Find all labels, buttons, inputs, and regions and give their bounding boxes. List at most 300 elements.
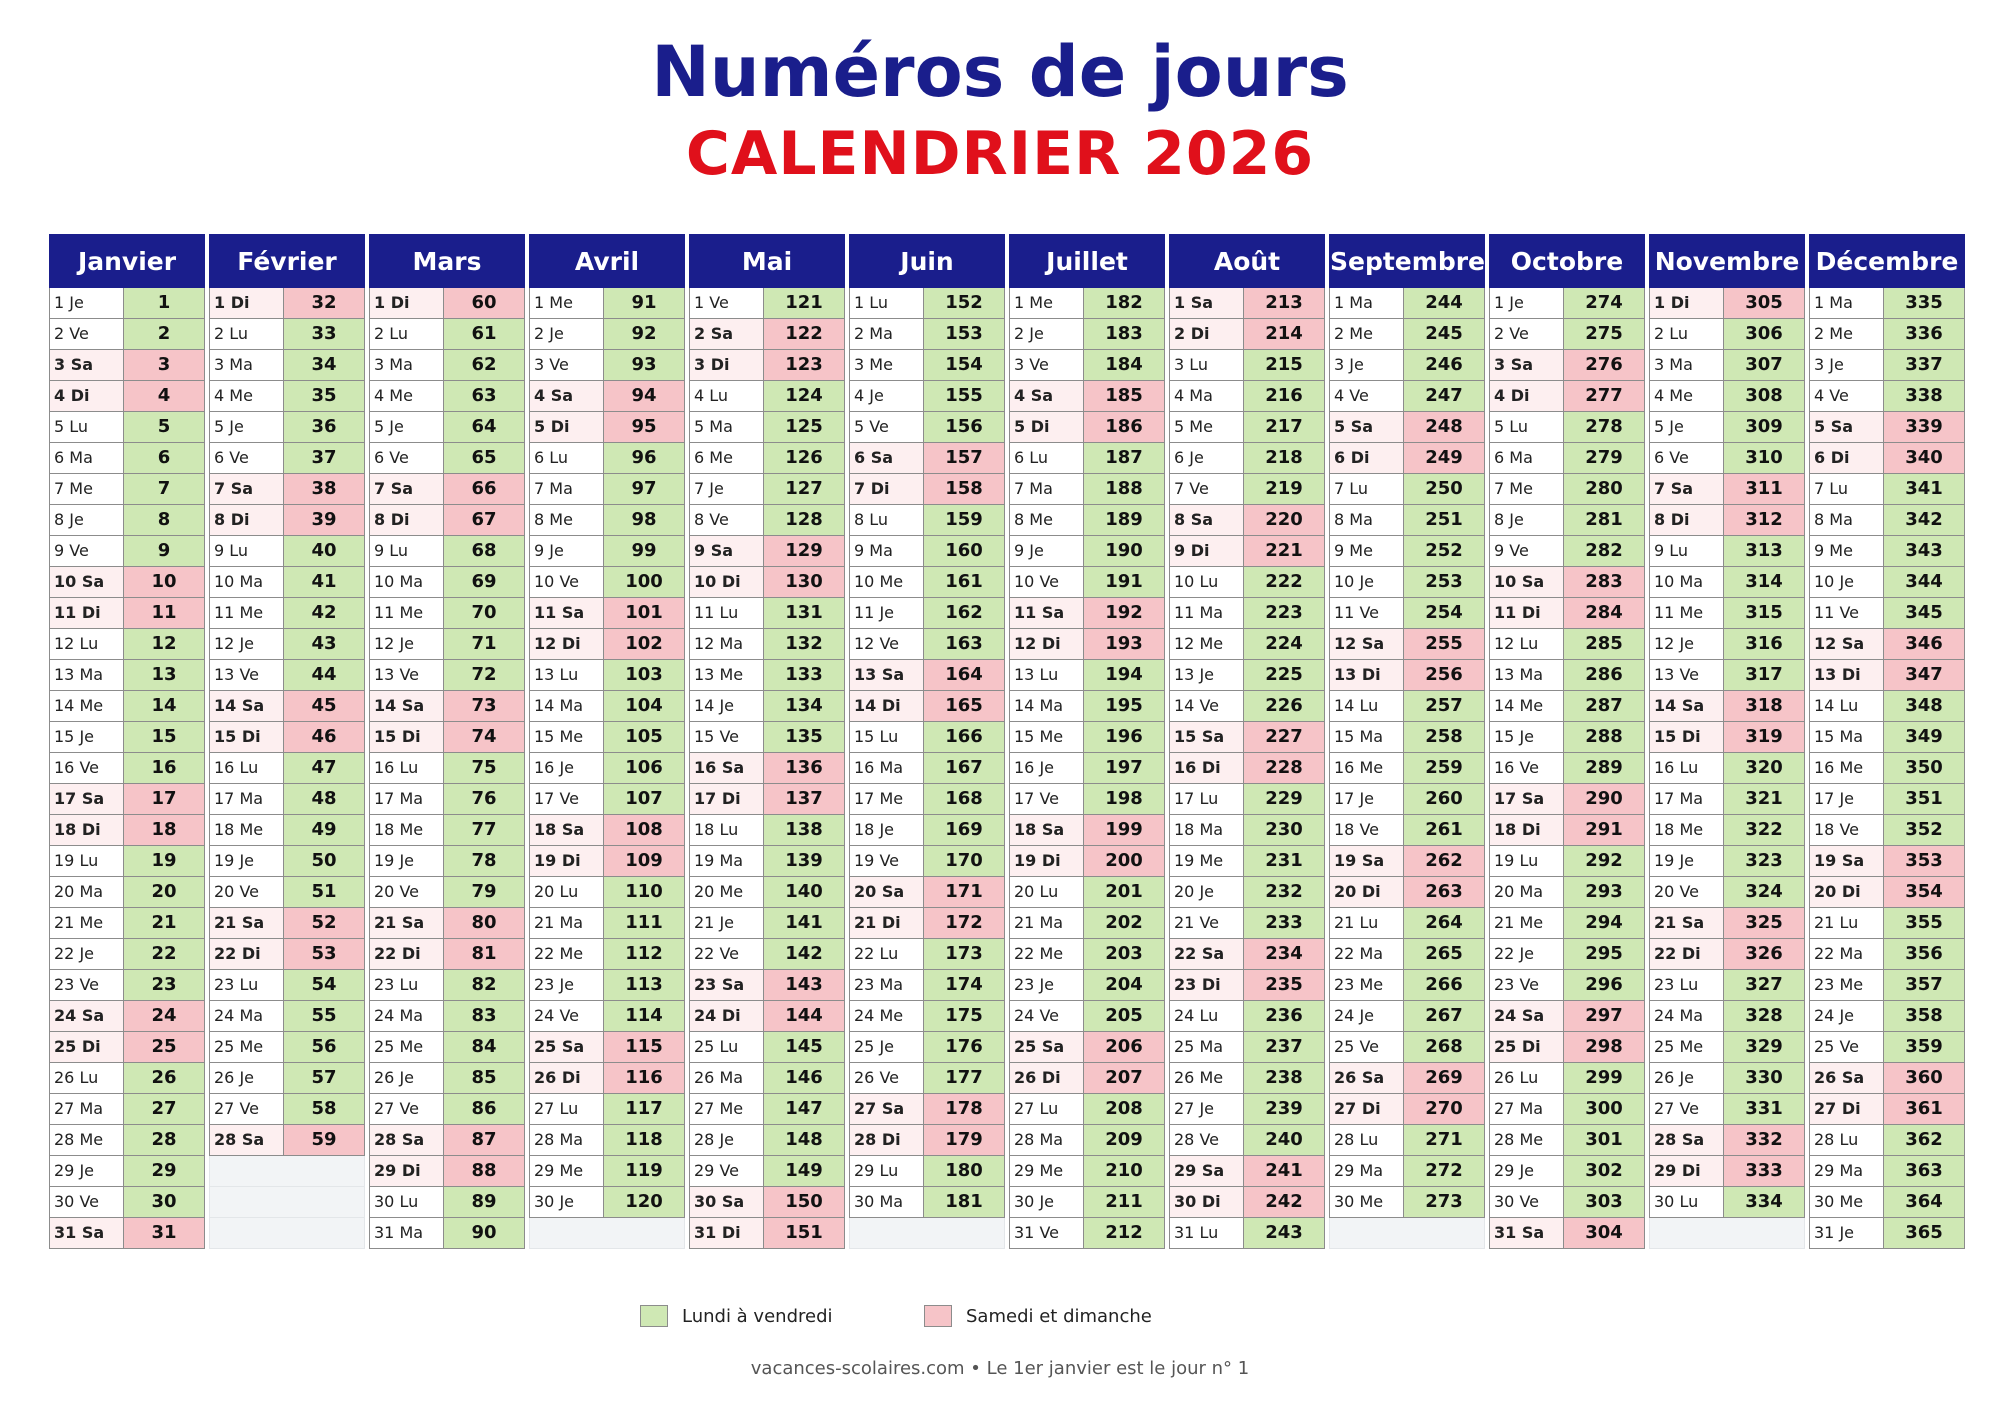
- day-row: [209, 474, 365, 505]
- day-label: 16 Lu: [210, 753, 284, 783]
- empty-row: [1329, 1218, 1485, 1249]
- day-number: 293: [1564, 877, 1644, 907]
- day-label: 21 Ve: [1170, 908, 1244, 938]
- day-number: 87: [444, 1125, 524, 1155]
- day-row: [209, 412, 365, 443]
- day-row: [529, 350, 685, 381]
- day-row: [1809, 1187, 1965, 1218]
- day-label: 17 Ve: [530, 784, 604, 814]
- day-number: 154: [924, 350, 1004, 380]
- day-label: 16 Ve: [1490, 753, 1564, 783]
- day-number: 153: [924, 319, 1004, 349]
- day-number: 273: [1404, 1187, 1484, 1217]
- day-label: 25 Sa: [1010, 1032, 1084, 1062]
- day-label: 5 Ve: [850, 412, 924, 442]
- day-label: 2 Je: [530, 319, 604, 349]
- day-number: 119: [604, 1156, 684, 1186]
- day-label: 20 Ma: [50, 877, 124, 907]
- day-label: 3 Ma: [1650, 350, 1724, 380]
- day-number: 167: [924, 753, 1004, 783]
- day-number: 69: [444, 567, 524, 597]
- day-number: 258: [1404, 722, 1484, 752]
- day-number: 314: [1724, 567, 1804, 597]
- day-row: [1489, 1156, 1645, 1187]
- day-number: 78: [444, 846, 524, 876]
- day-number: 122: [764, 319, 844, 349]
- day-label: 28 Lu: [1330, 1125, 1404, 1155]
- day-row: [1649, 319, 1805, 350]
- day-label: 15 Je: [50, 722, 124, 752]
- day-number: 330: [1724, 1063, 1804, 1093]
- day-row: [369, 1187, 525, 1218]
- day-label: 7 Sa: [210, 474, 284, 504]
- day-number: 191: [1084, 567, 1164, 597]
- day-label: 24 Je: [1330, 1001, 1404, 1031]
- day-label: 16 Je: [530, 753, 604, 783]
- day-row: [1489, 660, 1645, 691]
- day-label: 4 Je: [850, 381, 924, 411]
- day-label: 2 Ma: [850, 319, 924, 349]
- day-label: 29 Sa: [1170, 1156, 1244, 1186]
- day-number: 24: [124, 1001, 204, 1031]
- day-label: 14 Me: [50, 691, 124, 721]
- day-label: 10 Ve: [1010, 567, 1084, 597]
- day-label: 4 Ve: [1810, 381, 1884, 411]
- day-number: 141: [764, 908, 844, 938]
- day-label: 13 Ve: [370, 660, 444, 690]
- day-number: 143: [764, 970, 844, 1000]
- day-label: 25 Lu: [690, 1032, 764, 1062]
- day-row: [49, 412, 205, 443]
- day-label: 2 Me: [1330, 319, 1404, 349]
- day-row: [369, 474, 525, 505]
- day-row: [1489, 350, 1645, 381]
- day-row: [1169, 660, 1325, 691]
- day-label: 27 Me: [690, 1094, 764, 1124]
- day-row: [1489, 846, 1645, 877]
- day-number: 308: [1724, 381, 1804, 411]
- day-row: [369, 1001, 525, 1032]
- day-label: 15 Sa: [1170, 722, 1244, 752]
- day-label: 10 Di: [690, 567, 764, 597]
- day-row: [1169, 598, 1325, 629]
- day-label: 30 Di: [1170, 1187, 1244, 1217]
- day-row: [1489, 536, 1645, 567]
- day-row: [1649, 1001, 1805, 1032]
- day-number: 305: [1724, 288, 1804, 318]
- day-row: [1489, 1063, 1645, 1094]
- day-number: 259: [1404, 753, 1484, 783]
- day-number: 17: [124, 784, 204, 814]
- day-label: 24 Me: [850, 1001, 924, 1031]
- day-number: 89: [444, 1187, 524, 1217]
- day-row: [1009, 1187, 1165, 1218]
- day-row: [1329, 908, 1485, 939]
- day-number: 216: [1244, 381, 1324, 411]
- day-label: 22 Lu: [850, 939, 924, 969]
- day-label: 23 Me: [1810, 970, 1884, 1000]
- day-label: 26 Di: [1010, 1063, 1084, 1093]
- day-label: 18 Je: [850, 815, 924, 845]
- day-number: 156: [924, 412, 1004, 442]
- day-label: 13 Ma: [50, 660, 124, 690]
- day-number: 126: [764, 443, 844, 473]
- day-row: [1649, 908, 1805, 939]
- day-row: [209, 691, 365, 722]
- day-number: 79: [444, 877, 524, 907]
- day-row: [1009, 1125, 1165, 1156]
- day-number: 347: [1884, 660, 1964, 690]
- day-row: [1489, 443, 1645, 474]
- day-label: 9 Di: [1170, 536, 1244, 566]
- day-number: 21: [124, 908, 204, 938]
- day-number: 344: [1884, 567, 1964, 597]
- day-label: 24 Je: [1810, 1001, 1884, 1031]
- day-number: 219: [1244, 474, 1324, 504]
- day-label: 30 Ve: [50, 1187, 124, 1217]
- day-row: [1809, 1094, 1965, 1125]
- day-row: [1169, 691, 1325, 722]
- day-label: 26 Ve: [850, 1063, 924, 1093]
- day-number: 333: [1724, 1156, 1804, 1186]
- day-number: 116: [604, 1063, 684, 1093]
- day-number: 244: [1404, 288, 1484, 318]
- day-number: 237: [1244, 1032, 1324, 1062]
- day-label: 28 Sa: [1650, 1125, 1724, 1155]
- day-number: 30: [124, 1187, 204, 1217]
- day-row: [49, 691, 205, 722]
- day-number: 25: [124, 1032, 204, 1062]
- day-row: [49, 939, 205, 970]
- day-number: 82: [444, 970, 524, 1000]
- day-number: 312: [1724, 505, 1804, 535]
- day-number: 299: [1564, 1063, 1644, 1093]
- day-label: 21 Sa: [1650, 908, 1724, 938]
- day-number: 169: [924, 815, 1004, 845]
- day-number: 148: [764, 1125, 844, 1155]
- day-row: [1809, 412, 1965, 443]
- day-row: [1169, 722, 1325, 753]
- day-number: 300: [1564, 1094, 1644, 1124]
- day-label: 26 Je: [210, 1063, 284, 1093]
- day-row: [209, 846, 365, 877]
- day-row: [1009, 1094, 1165, 1125]
- day-row: [529, 1094, 685, 1125]
- day-number: 276: [1564, 350, 1644, 380]
- day-number: 32: [284, 288, 364, 318]
- day-row: [849, 536, 1005, 567]
- day-row: [689, 877, 845, 908]
- day-label: 16 Ma: [850, 753, 924, 783]
- day-label: 7 Ma: [1010, 474, 1084, 504]
- day-label: 12 Sa: [1810, 629, 1884, 659]
- day-row: [1649, 567, 1805, 598]
- page-subtitle: CALENDRIER 2026: [685, 119, 1315, 189]
- day-label: 26 Sa: [1330, 1063, 1404, 1093]
- day-row: [1649, 1187, 1805, 1218]
- day-label: 26 Sa: [1810, 1063, 1884, 1093]
- day-row: [529, 1032, 685, 1063]
- day-number: 99: [604, 536, 684, 566]
- day-number: 136: [764, 753, 844, 783]
- day-row: [1169, 815, 1325, 846]
- day-row: [689, 691, 845, 722]
- day-number: 361: [1884, 1094, 1964, 1124]
- day-label: 12 Di: [1010, 629, 1084, 659]
- day-row: [1169, 443, 1325, 474]
- day-number: 178: [924, 1094, 1004, 1124]
- day-number: 83: [444, 1001, 524, 1031]
- day-number: 274: [1564, 288, 1644, 318]
- month-header: Avril: [529, 234, 685, 288]
- day-label: 19 Sa: [1330, 846, 1404, 876]
- day-row: [1009, 536, 1165, 567]
- day-number: 114: [604, 1001, 684, 1031]
- day-row: [1329, 1187, 1485, 1218]
- day-row: [689, 784, 845, 815]
- day-row: [1809, 598, 1965, 629]
- day-number: 239: [1244, 1094, 1324, 1124]
- day-label: 1 Ve: [690, 288, 764, 318]
- day-label: 7 Sa: [370, 474, 444, 504]
- day-row: [369, 319, 525, 350]
- day-number: 1: [124, 288, 204, 318]
- day-row: [1649, 412, 1805, 443]
- day-label: 13 Lu: [1010, 660, 1084, 690]
- day-row: [1809, 877, 1965, 908]
- day-number: 28: [124, 1125, 204, 1155]
- day-label: 15 Me: [1010, 722, 1084, 752]
- day-label: 21 Sa: [210, 908, 284, 938]
- day-label: 22 Je: [1490, 939, 1564, 969]
- day-row: [209, 567, 365, 598]
- day-label: 11 Sa: [1010, 598, 1084, 628]
- day-label: 23 Ve: [50, 970, 124, 1000]
- day-label: 1 Me: [1010, 288, 1084, 318]
- day-label: 8 Je: [50, 505, 124, 535]
- day-label: 15 Di: [210, 722, 284, 752]
- day-label: 23 Lu: [210, 970, 284, 1000]
- day-label: 9 Lu: [210, 536, 284, 566]
- day-row: [1329, 1156, 1485, 1187]
- day-label: 5 Je: [1650, 412, 1724, 442]
- day-label: 30 Je: [1010, 1187, 1084, 1217]
- day-label: 14 Je: [690, 691, 764, 721]
- day-row: [689, 381, 845, 412]
- day-number: 306: [1724, 319, 1804, 349]
- day-number: 320: [1724, 753, 1804, 783]
- day-row: [849, 784, 1005, 815]
- day-label: 14 Di: [850, 691, 924, 721]
- day-label: 28 Me: [1490, 1125, 1564, 1155]
- day-number: 322: [1724, 815, 1804, 845]
- day-row: [1809, 1032, 1965, 1063]
- day-row: [1009, 505, 1165, 536]
- day-row: [1169, 381, 1325, 412]
- month-header: Juin: [849, 234, 1005, 288]
- day-label: 9 Ve: [50, 536, 124, 566]
- day-label: 12 Je: [370, 629, 444, 659]
- day-label: 25 Ve: [1810, 1032, 1884, 1062]
- day-row: [369, 753, 525, 784]
- day-label: 27 Ma: [50, 1094, 124, 1124]
- day-number: 177: [924, 1063, 1004, 1093]
- day-label: 20 Di: [1810, 877, 1884, 907]
- day-number: 27: [124, 1094, 204, 1124]
- day-number: 112: [604, 939, 684, 969]
- day-row: [1649, 691, 1805, 722]
- day-number: 353: [1884, 846, 1964, 876]
- day-label: 3 Je: [1810, 350, 1884, 380]
- day-label: 18 Sa: [1010, 815, 1084, 845]
- day-number: 238: [1244, 1063, 1324, 1093]
- day-row: [1649, 381, 1805, 412]
- day-row: [49, 1156, 205, 1187]
- day-label: 3 Ve: [1010, 350, 1084, 380]
- day-row: [529, 505, 685, 536]
- legend-weekday: [640, 1305, 833, 1327]
- day-label: 18 Me: [210, 815, 284, 845]
- day-row: [1809, 1218, 1965, 1249]
- day-label: 30 Je: [530, 1187, 604, 1217]
- day-number: 227: [1244, 722, 1324, 752]
- day-label: 3 Lu: [1170, 350, 1244, 380]
- day-label: 15 Ve: [690, 722, 764, 752]
- day-number: 53: [284, 939, 364, 969]
- day-row: [1329, 753, 1485, 784]
- day-label: 19 Me: [1170, 846, 1244, 876]
- day-row: [1169, 784, 1325, 815]
- day-number: 246: [1404, 350, 1484, 380]
- day-label: 23 Lu: [1650, 970, 1724, 1000]
- empty-row: [209, 1218, 365, 1249]
- day-row: [849, 474, 1005, 505]
- day-row: [849, 1032, 1005, 1063]
- month-column: [1649, 234, 1805, 1249]
- day-row: [1009, 629, 1165, 660]
- day-label: 16 Ve: [50, 753, 124, 783]
- day-label: 30 Ma: [850, 1187, 924, 1217]
- day-label: 18 Me: [1650, 815, 1724, 845]
- day-number: 212: [1084, 1218, 1164, 1248]
- day-row: [1809, 505, 1965, 536]
- day-number: 263: [1404, 877, 1484, 907]
- day-row: [1169, 536, 1325, 567]
- day-label: 22 Ma: [1330, 939, 1404, 969]
- day-label: 23 Je: [1010, 970, 1084, 1000]
- day-row: [369, 784, 525, 815]
- day-label: 2 Lu: [370, 319, 444, 349]
- day-row: [1169, 1218, 1325, 1249]
- day-row: [49, 443, 205, 474]
- day-row: [209, 753, 365, 784]
- day-number: 265: [1404, 939, 1484, 969]
- day-row: [49, 1125, 205, 1156]
- day-row: [1649, 970, 1805, 1001]
- day-number: 43: [284, 629, 364, 659]
- day-row: [49, 877, 205, 908]
- day-row: [1009, 722, 1165, 753]
- day-row: [529, 908, 685, 939]
- day-row: [529, 567, 685, 598]
- day-number: 195: [1084, 691, 1164, 721]
- day-label: 24 Lu: [1170, 1001, 1244, 1031]
- day-row: [1809, 629, 1965, 660]
- day-row: [529, 1001, 685, 1032]
- day-number: 357: [1884, 970, 1964, 1000]
- day-number: 354: [1884, 877, 1964, 907]
- day-row: [529, 381, 685, 412]
- day-number: 269: [1404, 1063, 1484, 1093]
- day-number: 161: [924, 567, 1004, 597]
- day-label: 5 Sa: [1810, 412, 1884, 442]
- day-row: [1809, 443, 1965, 474]
- day-row: [1009, 412, 1165, 443]
- day-number: 352: [1884, 815, 1964, 845]
- day-label: 8 Lu: [850, 505, 924, 535]
- day-label: 20 Lu: [1010, 877, 1084, 907]
- day-label: 14 Ma: [530, 691, 604, 721]
- day-number: 266: [1404, 970, 1484, 1000]
- day-number: 96: [604, 443, 684, 473]
- day-number: 59: [284, 1125, 364, 1155]
- day-row: [529, 1063, 685, 1094]
- day-number: 340: [1884, 443, 1964, 473]
- day-row: [1649, 753, 1805, 784]
- day-number: 71: [444, 629, 524, 659]
- day-row: [1649, 536, 1805, 567]
- day-label: 7 Je: [690, 474, 764, 504]
- day-row: [369, 939, 525, 970]
- day-number: 267: [1404, 1001, 1484, 1031]
- day-row: [1809, 1125, 1965, 1156]
- day-number: 190: [1084, 536, 1164, 566]
- day-number: 309: [1724, 412, 1804, 442]
- day-label: 25 Ve: [1330, 1032, 1404, 1062]
- day-number: 311: [1724, 474, 1804, 504]
- month-header: Septembre: [1329, 234, 1485, 288]
- day-label: 29 Di: [370, 1156, 444, 1186]
- day-number: 307: [1724, 350, 1804, 380]
- day-row: [49, 1001, 205, 1032]
- day-label: 2 Lu: [210, 319, 284, 349]
- day-label: 31 Sa: [1490, 1218, 1564, 1248]
- day-row: [849, 629, 1005, 660]
- day-number: 213: [1244, 288, 1324, 318]
- day-row: [49, 536, 205, 567]
- day-label: 30 Lu: [1650, 1187, 1724, 1217]
- day-row: [689, 1156, 845, 1187]
- day-label: 13 Lu: [530, 660, 604, 690]
- day-number: 6: [124, 443, 204, 473]
- day-row: [849, 567, 1005, 598]
- day-number: 277: [1564, 381, 1644, 411]
- day-number: 286: [1564, 660, 1644, 690]
- day-number: 36: [284, 412, 364, 442]
- day-label: 16 Je: [1010, 753, 1084, 783]
- day-row: [49, 846, 205, 877]
- day-number: 113: [604, 970, 684, 1000]
- day-label: 4 Me: [370, 381, 444, 411]
- day-label: 11 Ve: [1810, 598, 1884, 628]
- day-label: 10 Ve: [530, 567, 604, 597]
- day-label: 7 Ma: [530, 474, 604, 504]
- day-number: 304: [1564, 1218, 1644, 1248]
- day-label: 20 Je: [1170, 877, 1244, 907]
- day-number: 254: [1404, 598, 1484, 628]
- day-row: [529, 474, 685, 505]
- day-number: 162: [924, 598, 1004, 628]
